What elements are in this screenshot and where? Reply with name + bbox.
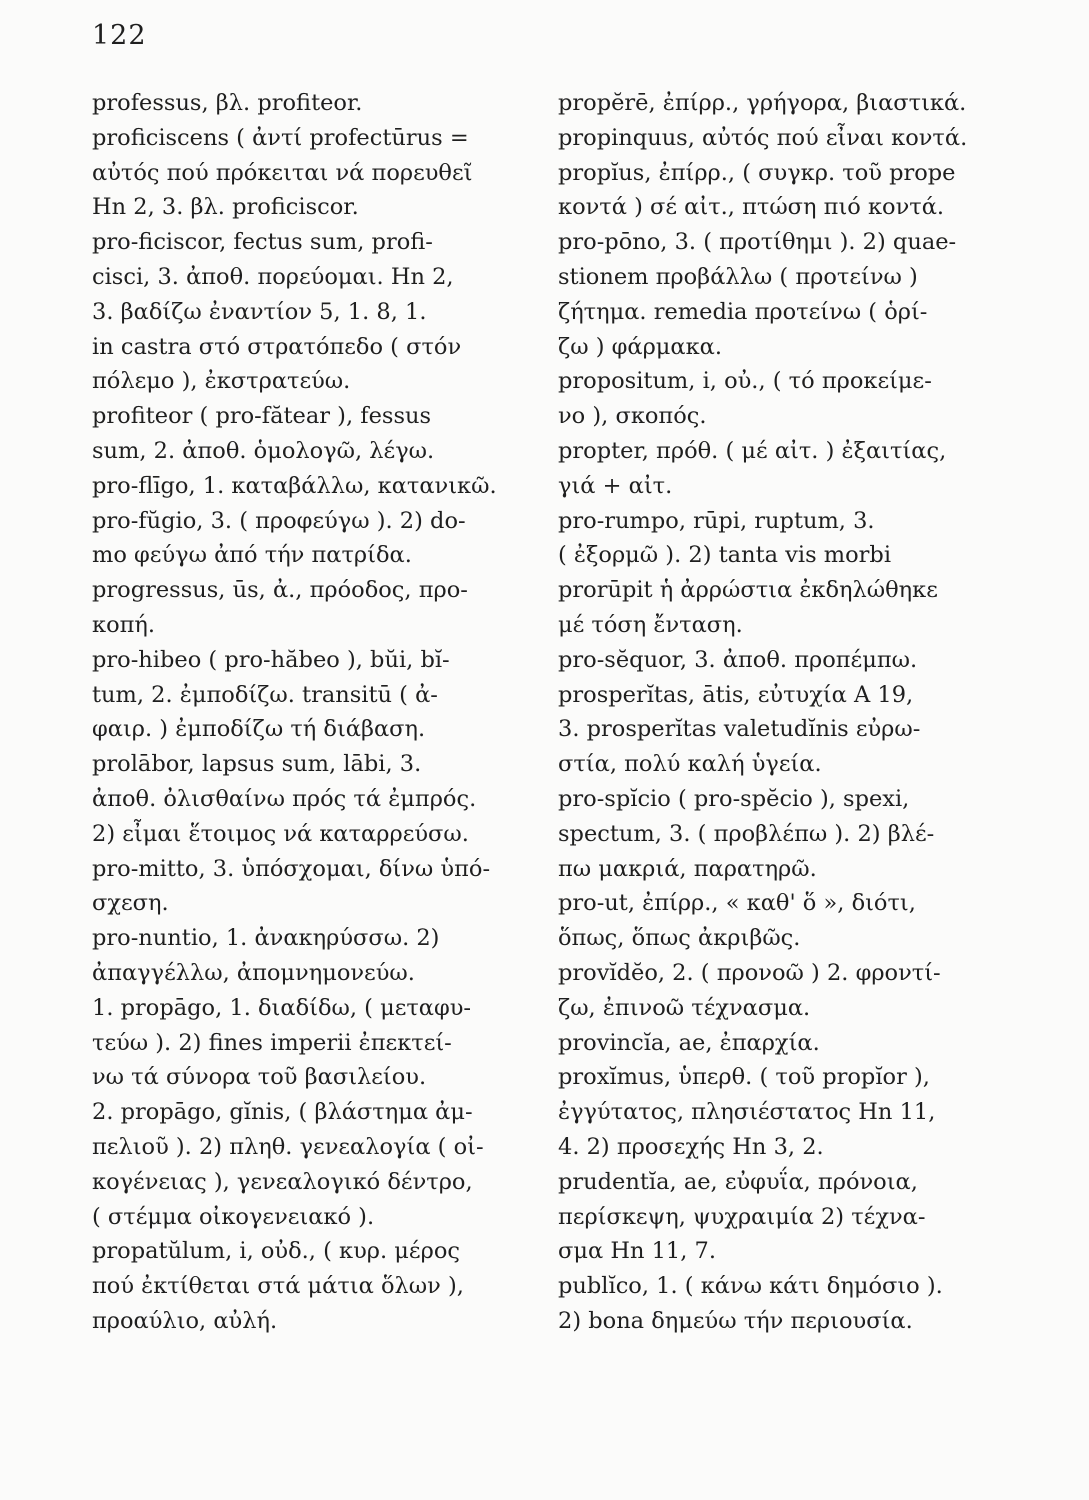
entry-line: ζω ) φάρμακα. <box>558 333 723 360</box>
entry-line: προαύλιο, αὐλή. <box>92 1307 278 1334</box>
entry-line: tum, 2. ἐμποδίζω. transitū ( ἀ- <box>92 681 438 708</box>
entry-line: profiteor ( pro-fătear ), fessus <box>92 403 432 430</box>
entry-line: κογένειας ), γενεαλογικό δέντρο, <box>92 1168 473 1195</box>
entry-line: propinquus, αὐτός πού εἶναι κοντά. <box>558 124 968 151</box>
entry-line: pro-rumpo, rūpi, ruptum, 3. <box>558 507 875 534</box>
entry-line: φαιρ. ) ἐμποδίζω τή διάβαση. <box>92 716 426 743</box>
entry-line: pro-fŭgio, 3. ( προφεύγω ). 2) do- <box>92 507 466 534</box>
entry-line: provincĭa, ae, ἐπαρχία. <box>558 1029 820 1056</box>
entry-line: professus, βλ. profiteor. <box>92 90 363 116</box>
entry-line: 4. 2) προσεχής Hn 3, 2. <box>558 1133 824 1160</box>
entry-line: μέ τόση ἔνταση. <box>558 611 743 638</box>
entry-line: proxĭmus, ὑπερθ. ( τοῦ propĭor ), <box>558 1064 930 1091</box>
entry-line: πω μακριά, παρατηρῶ. <box>558 855 817 882</box>
entry-line: pro-ut, ἐπίρρ., « καθ' ὅ », διότι, <box>558 890 916 917</box>
entry-line: 2. propāgo, gĭnis, ( βλάστημα ἀμ- <box>92 1099 473 1126</box>
entry-line: propter, πρόθ. ( μέ αἰτ. ) ἐξαιτίας, <box>558 437 947 464</box>
entry-line: propatŭlum, i, οὐδ., ( κυρ. μέρος <box>92 1238 460 1265</box>
entry-line: prorūpit ἡ ἀρρώστια ἐκδηλώθηκε <box>558 577 938 604</box>
entry-line: pro-ficiscor, fectus sum, profi- <box>92 229 433 256</box>
entry-line: in castra στό στρατόπεδο ( στόν <box>92 333 462 360</box>
entry-line: στία, πολύ καλή ὑγεία. <box>558 751 822 778</box>
entry-line: κοπή. <box>92 611 156 638</box>
right-column <box>558 86 988 1339</box>
entry-line: ὅπως, ὅπως ἀκριβῶς. <box>558 925 801 952</box>
entry-line: provĭdĕo, 2. ( προνοῶ ) 2. φροντί- <box>558 959 941 986</box>
entry-line: pro-hibeo ( pro-hăbeo ), bŭi, bĭ- <box>92 646 450 673</box>
entry-line: 3. βαδίζω ἐναντίον 5, 1. 8, 1. <box>92 298 427 325</box>
entry-line: ζω, ἐπινοῶ τέχνασμα. <box>558 994 811 1021</box>
entry-line: περίσκεψη, ψυχραιμία 2) τέχνα- <box>558 1203 926 1230</box>
page-number: 122 <box>92 20 147 51</box>
entry-line: spectum, 3. ( προβλέπω ). 2) βλέ- <box>558 820 935 847</box>
entry-line: sum, 2. ἀποθ. ὁμολογῶ, λέγω. <box>92 437 435 464</box>
entry-line: prolābor, lapsus sum, lābi, 3. <box>92 751 422 778</box>
entry-line: pro-spĭcio ( pro-spĕcio ), spexi, <box>558 785 910 812</box>
entry-line: ἀποθ. ὀλισθαίνω πρός τά ἐμπρός. <box>92 785 477 812</box>
entry-line: pro-mitto, 3. ὑπόσχομαι, δίνω ὑπό- <box>92 855 491 882</box>
entry-line: proficiscens ( ἀντί profectūrus = <box>92 124 469 151</box>
entry-line: 2) εἶμαι ἕτοιμος νά καταρρεύσω. <box>92 820 469 847</box>
entry-line: pro-flīgo, 1. καταβάλλω, κατανικῶ. <box>92 472 497 499</box>
entry-line: 2) bona δημεύω τήν περιουσία. <box>558 1307 913 1334</box>
entry-line: σχεση. <box>92 890 169 917</box>
entry-line: νω τά σύνορα τοῦ βασιλείου. <box>92 1064 427 1091</box>
entry-line: νο ), σκοπός. <box>558 403 707 430</box>
left-column <box>92 86 512 1339</box>
entry-line: stionem προβάλλω ( προτείνω ) <box>558 263 918 290</box>
entry-line: ἀπαγγέλλω, ἀπομνημονεύω. <box>92 959 415 986</box>
entry-line: ἐγγύτατος, πλησιέστατος Hn 11, <box>558 1099 936 1126</box>
entry-line: 3. prosperĭtas valetudĭnis εὐρω- <box>558 716 921 743</box>
entry-line: publĭco, 1. ( κάνω κάτι δημόσιο ). <box>558 1273 943 1300</box>
entry-line: σμα Hn 11, 7. <box>558 1238 716 1265</box>
entry-line: propĕrē, ἐπίρρ., γρήγορα, βιαστικά. <box>558 90 967 116</box>
entry-line: ( στέμμα οἰκογενειακό ). <box>92 1203 375 1230</box>
entry-line: πού ἐκτίθεται στά μάτια ὅλων ), <box>92 1273 464 1300</box>
entry-line: ( ἐξορμῶ ). 2) tanta vis morbi <box>558 542 892 569</box>
entry-line: πελιοῦ ). 2) πληθ. γενεαλογία ( οἰ- <box>92 1133 484 1160</box>
entry-line: τεύω ). 2) fines imperii ἐπεκτεί- <box>92 1029 452 1056</box>
entry-line: pro-pōno, 3. ( προτίθημι ). 2) quae- <box>558 229 957 256</box>
entry-line: prudentĭa, ae, εὐφυΐα, πρόνοια, <box>558 1168 918 1195</box>
entry-line: ζήτημα. remedia προτείνω ( ὁρί- <box>558 298 928 325</box>
entry-line: prosperĭtas, ātis, εὐτυχία A 19, <box>558 681 914 708</box>
entry-line: Hn 2, 3. βλ. proficiscor. <box>92 194 359 221</box>
entry-line: pro-sĕquor, 3. ἀποθ. προπέμπω. <box>558 646 918 673</box>
entry-line: progressus, ūs, ἀ., πρόοδος, προ- <box>92 577 468 604</box>
entry-line: cisci, 3. ἀποθ. πορεύομαι. Hn 2, <box>92 263 454 290</box>
entry-line: γιά + αἰτ. <box>558 472 673 499</box>
entry-line: propositum, i, οὐ., ( τό προκείμε- <box>558 368 932 395</box>
entry-line: αὐτός πού πρόκειται νά πορευθεῖ <box>92 159 473 186</box>
entry-line: pro-nuntio, 1. ἀνακηρύσσω. 2) <box>92 925 440 952</box>
entry-line: πόλεμο ), ἐκστρατεύω. <box>92 368 351 395</box>
entry-line: propĭus, ἐπίρρ., ( συγκρ. τοῦ prope <box>558 159 956 186</box>
entry-line: κοντά ) σέ αἰτ., πτώση πιό κοντά. <box>558 194 945 221</box>
entry-line: 1. propāgo, 1. διαδίδω, ( μεταφυ- <box>92 994 472 1021</box>
entry-line: mo φεύγω ἀπό τήν πατρίδα. <box>92 542 412 569</box>
